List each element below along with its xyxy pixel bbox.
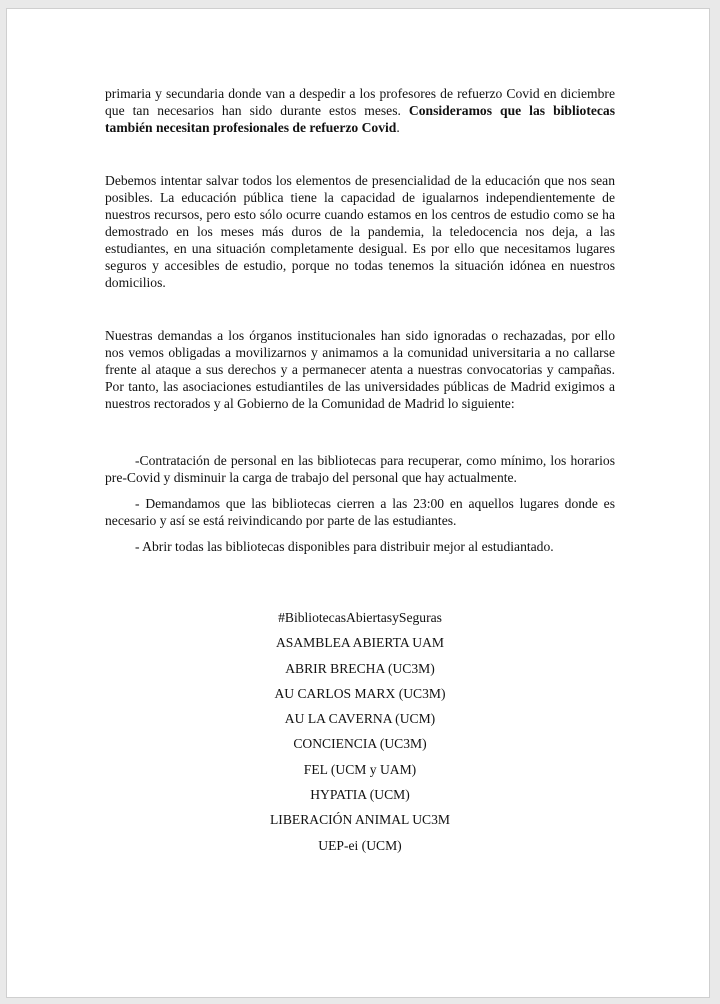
signatory-org: UEP-ei (UCM): [318, 837, 402, 853]
signatory-org: ABRIR BRECHA (UC3M): [285, 660, 435, 676]
demand-item: - Demandamos que las bibliotecas cierren a las 23:00 en aquellos lugares donde es necesario y así se está reivindicando por parte de las estudiantes.: [105, 496, 615, 528]
hashtag: #BibliotecasAbiertasySeguras: [278, 610, 442, 625]
signatory-org: AU LA CAVERNA (UCM): [284, 711, 436, 727]
signatory-org: HYPATIA (UCM): [310, 787, 410, 803]
paragraph-2: Debemos intentar salvar todos los elementos de presencialidad de la educación que nos sean posibles. La educación pública tiene la capacidad de igualarnos independientemente de nuestros recursos, pero esto sólo ocurre cuando estamos en los centros de estudio como se ha demostrado en los meses más duros de la pandemia, la teledocencia nos deja, a las estudiantes, en una situación completamente desigual. Es por ello que necesitamos lugares seguros y accesibles de estudio, porque no todas tenemos la situación idónea en nuestros domicilios.: [105, 173, 615, 290]
signatory-org: CONCIENCIA (UC3M): [293, 736, 427, 752]
signatures-block: [105, 609, 615, 862]
signatory-org: LIBERACIÓN ANIMAL UC3M: [270, 812, 450, 828]
demand-item: - Abrir todas las bibliotecas disponibles para distribuir mejor al estudiantado.: [135, 539, 554, 554]
signatory-org: AU CARLOS MARX (UC3M): [274, 685, 446, 701]
paragraph-1-bold: Consideramos que las bibliotecas también necesitan profesionales de refuerzo Covid: [105, 103, 616, 135]
paragraph-1-end: .: [396, 120, 400, 135]
paragraph-1: [105, 85, 615, 136]
document-page: [6, 8, 710, 998]
document-body: [105, 85, 615, 555]
paragraph-3: Nuestras demandas a los órganos institucionales han sido ignoradas o rechazadas, por ello nos vemos obligadas a movilizarnos y animamos a la comunidad universitaria a no callarse frente al ataque a sus derechos y a permanecer atenta a nuestras convocatorias y campañas. Por tanto, las asociaciones estudiantiles de las universidades públicas de Madrid exigimos a nuestros rectorados y al Gobierno de la Comunidad de Madrid lo siguiente:: [105, 328, 615, 411]
paragraph-1-text: primaria y secundaria donde van a despedir a los profesores de refuerzo Covid en diciembre que tan necesarios han sido durante estos meses.: [105, 86, 615, 118]
demands-list: [105, 452, 615, 555]
signatory-org: FEL (UCM y UAM): [303, 761, 417, 777]
signatory-org: ASAMBLEA ABIERTA UAM: [275, 635, 445, 651]
demand-item: -Contratación de personal en las bibliotecas para recuperar, como mínimo, los horarios pre-Covid y disminuir la carga de trabajo del personal que hay actualmente.: [105, 453, 615, 485]
